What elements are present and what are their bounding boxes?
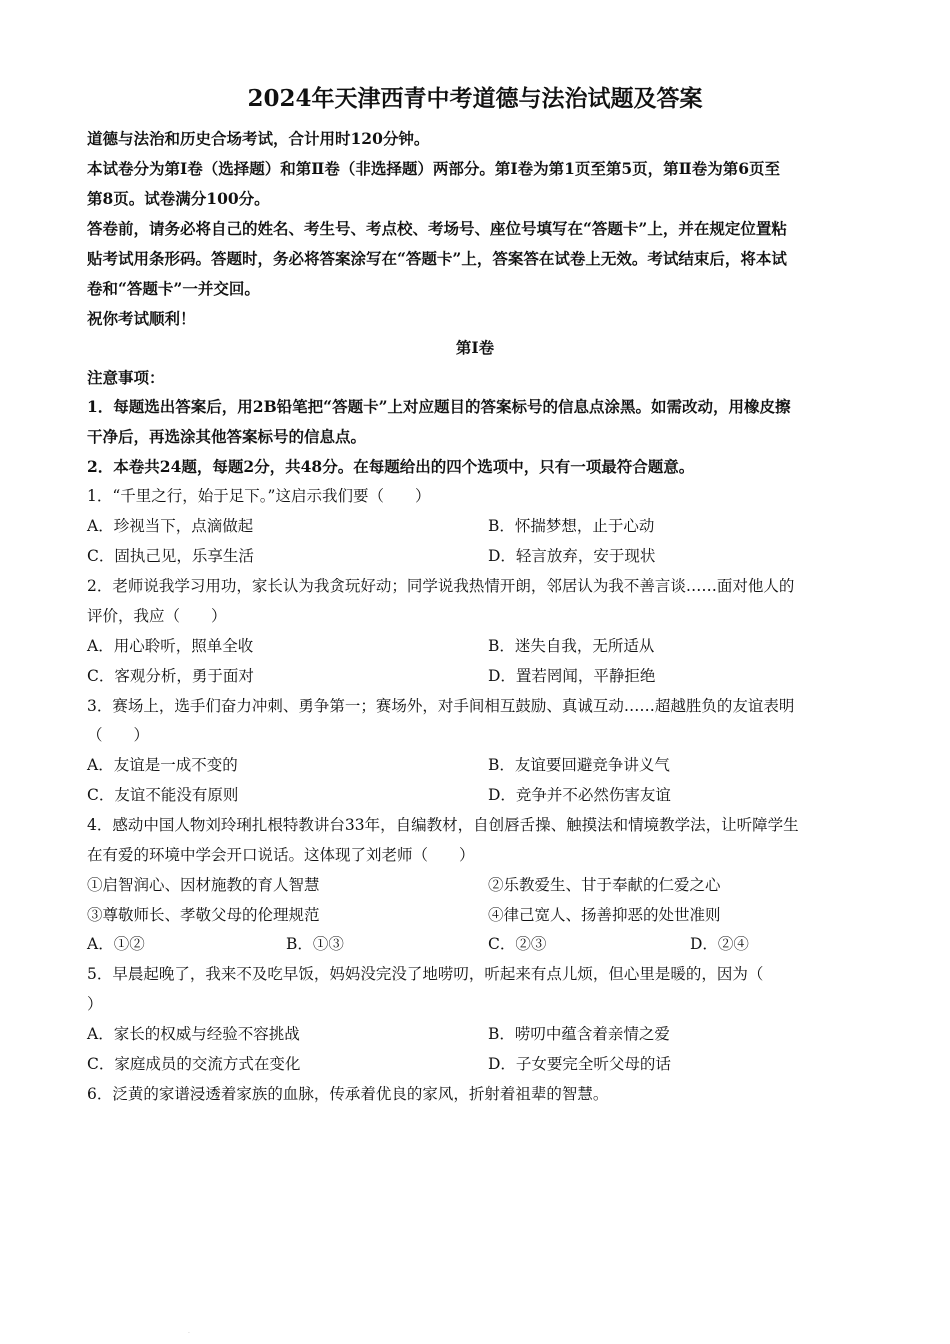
question-stem: 在有爱的环境中学会开口说话。这体现了刘老师（ ）: [87, 846, 475, 864]
statement-1: ①启智润心、因材施教的育人智慧: [87, 876, 320, 894]
option-b: B．①③: [286, 935, 344, 953]
option-b: B．友谊要回避竞争讲义气: [488, 756, 670, 774]
option-c: C．家庭成员的交流方式在变化: [87, 1055, 301, 1073]
option-a: A．友谊是一成不变的: [87, 756, 238, 774]
option-b: B．怀揣梦想，止于心动: [488, 517, 655, 535]
intro-line: 卷和“答题卡”一并交回。: [87, 279, 260, 298]
intro-line: 本试卷分为第Ⅰ卷（选择题）和第Ⅱ卷（非选择题）两部分。第Ⅰ卷为第1页至第5页，第Ⅱ卷为第6页至: [87, 159, 780, 178]
intro-line: 答卷前，请务必将自己的姓名、考生号、考点校、考场号、座位号填写在“答题卡”上，并在规定位置粘: [87, 219, 787, 238]
question-stem: 1．“千里之行，始于足下。”这启示我们要（ ）: [87, 487, 431, 505]
question-stem: 4．感动中国人物刘玲琍扎根特教讲台33年，自编教材，自创唇舌操、触摸法和情境教学法，让听障学生: [87, 816, 799, 834]
intro-line: 祝你考试顺利！: [87, 309, 196, 328]
option-d: D．②④: [690, 935, 749, 953]
question-stem: 2．老师说我学习用功，家长认为我贪玩好动；同学说我热情开朗，邻居认为我不善言谈……面对他人的: [87, 577, 795, 595]
option-c: C．固执己见，乐享生活: [87, 547, 254, 565]
option-a: A．用心聆听，照单全收: [87, 637, 254, 655]
statement-2: ②乐教爱生、甘于奉献的仁爱之心: [488, 876, 721, 894]
option-d: D．置若罔闻，平静拒绝: [488, 667, 656, 685]
option-b: B．迷失自我，无所适从: [488, 637, 655, 655]
notes-heading: 注意事项：: [87, 368, 165, 387]
statement-4: ④律己宽人、扬善抑恶的处世准则: [488, 906, 721, 924]
note-line: 干净后，再选涂其他答案标号的信息点。: [87, 427, 367, 446]
question-stem: 评价，我应（ ）: [87, 607, 227, 625]
option-d: D．子女要完全听父母的话: [488, 1055, 671, 1073]
option-b: B．唠叨中蕴含着亲情之爱: [488, 1025, 670, 1043]
option-a: A．①②: [87, 935, 145, 953]
section-title: 第Ⅰ卷: [455, 338, 495, 357]
question-stem: 6．泛黄的家谱浸透着家族的血脉，传承着优良的家风，折射着祖辈的智慧。: [87, 1085, 609, 1103]
exam-title: 2024年天津西青中考道德与法治试题及答案: [247, 85, 703, 112]
option-d: D．竞争并不必然伤害友谊: [488, 786, 671, 804]
question-stem: 3．赛场上，选手们奋力冲刺、勇争第一；赛场外，对手间相互鼓励、真诚互动……超越胜负的友谊表明: [87, 697, 795, 715]
question-stem: ）: [87, 995, 103, 1013]
option-c: C．②③: [488, 935, 547, 953]
intro-line: 道德与法治和历史合场考试，合计用时120分钟。: [87, 129, 430, 148]
intro-line: 贴考试用条形码。答题时，务必将答案涂写在“答题卡”上，答案答在试卷上无效。考试结束后，将本试: [87, 249, 787, 268]
statement-3: ③尊敬师长、孝敬父母的伦理规范: [87, 906, 320, 924]
question-stem: 5．早晨起晚了，我来不及吃早饭，妈妈没完没了地唠叨，听起来有点儿烦，但心里是暖的，因为（: [87, 965, 764, 983]
intro-line: 第8页。试卷满分100分。: [87, 189, 270, 208]
option-a: A．家长的权威与经验不容挑战: [87, 1025, 300, 1043]
page-mark: ·: [188, 1330, 190, 1337]
option-d: D．轻言放弃，安于现状: [488, 547, 656, 565]
question-stem: （ ）: [87, 726, 150, 744]
option-a: A．珍视当下，点滴做起: [87, 517, 254, 535]
option-c: C．友谊不能没有原则: [87, 786, 239, 804]
note-line: 1．每题选出答案后，用2B铅笔把“答题卡”上对应题目的答案标号的信息点涂黑。如需改动，用橡皮擦: [87, 397, 791, 416]
option-c: C．客观分析，勇于面对: [87, 667, 254, 685]
note-line: 2．本卷共24题，每题2分，共48分。在每题给出的四个选项中，只有一项最符合题意。: [87, 457, 695, 476]
